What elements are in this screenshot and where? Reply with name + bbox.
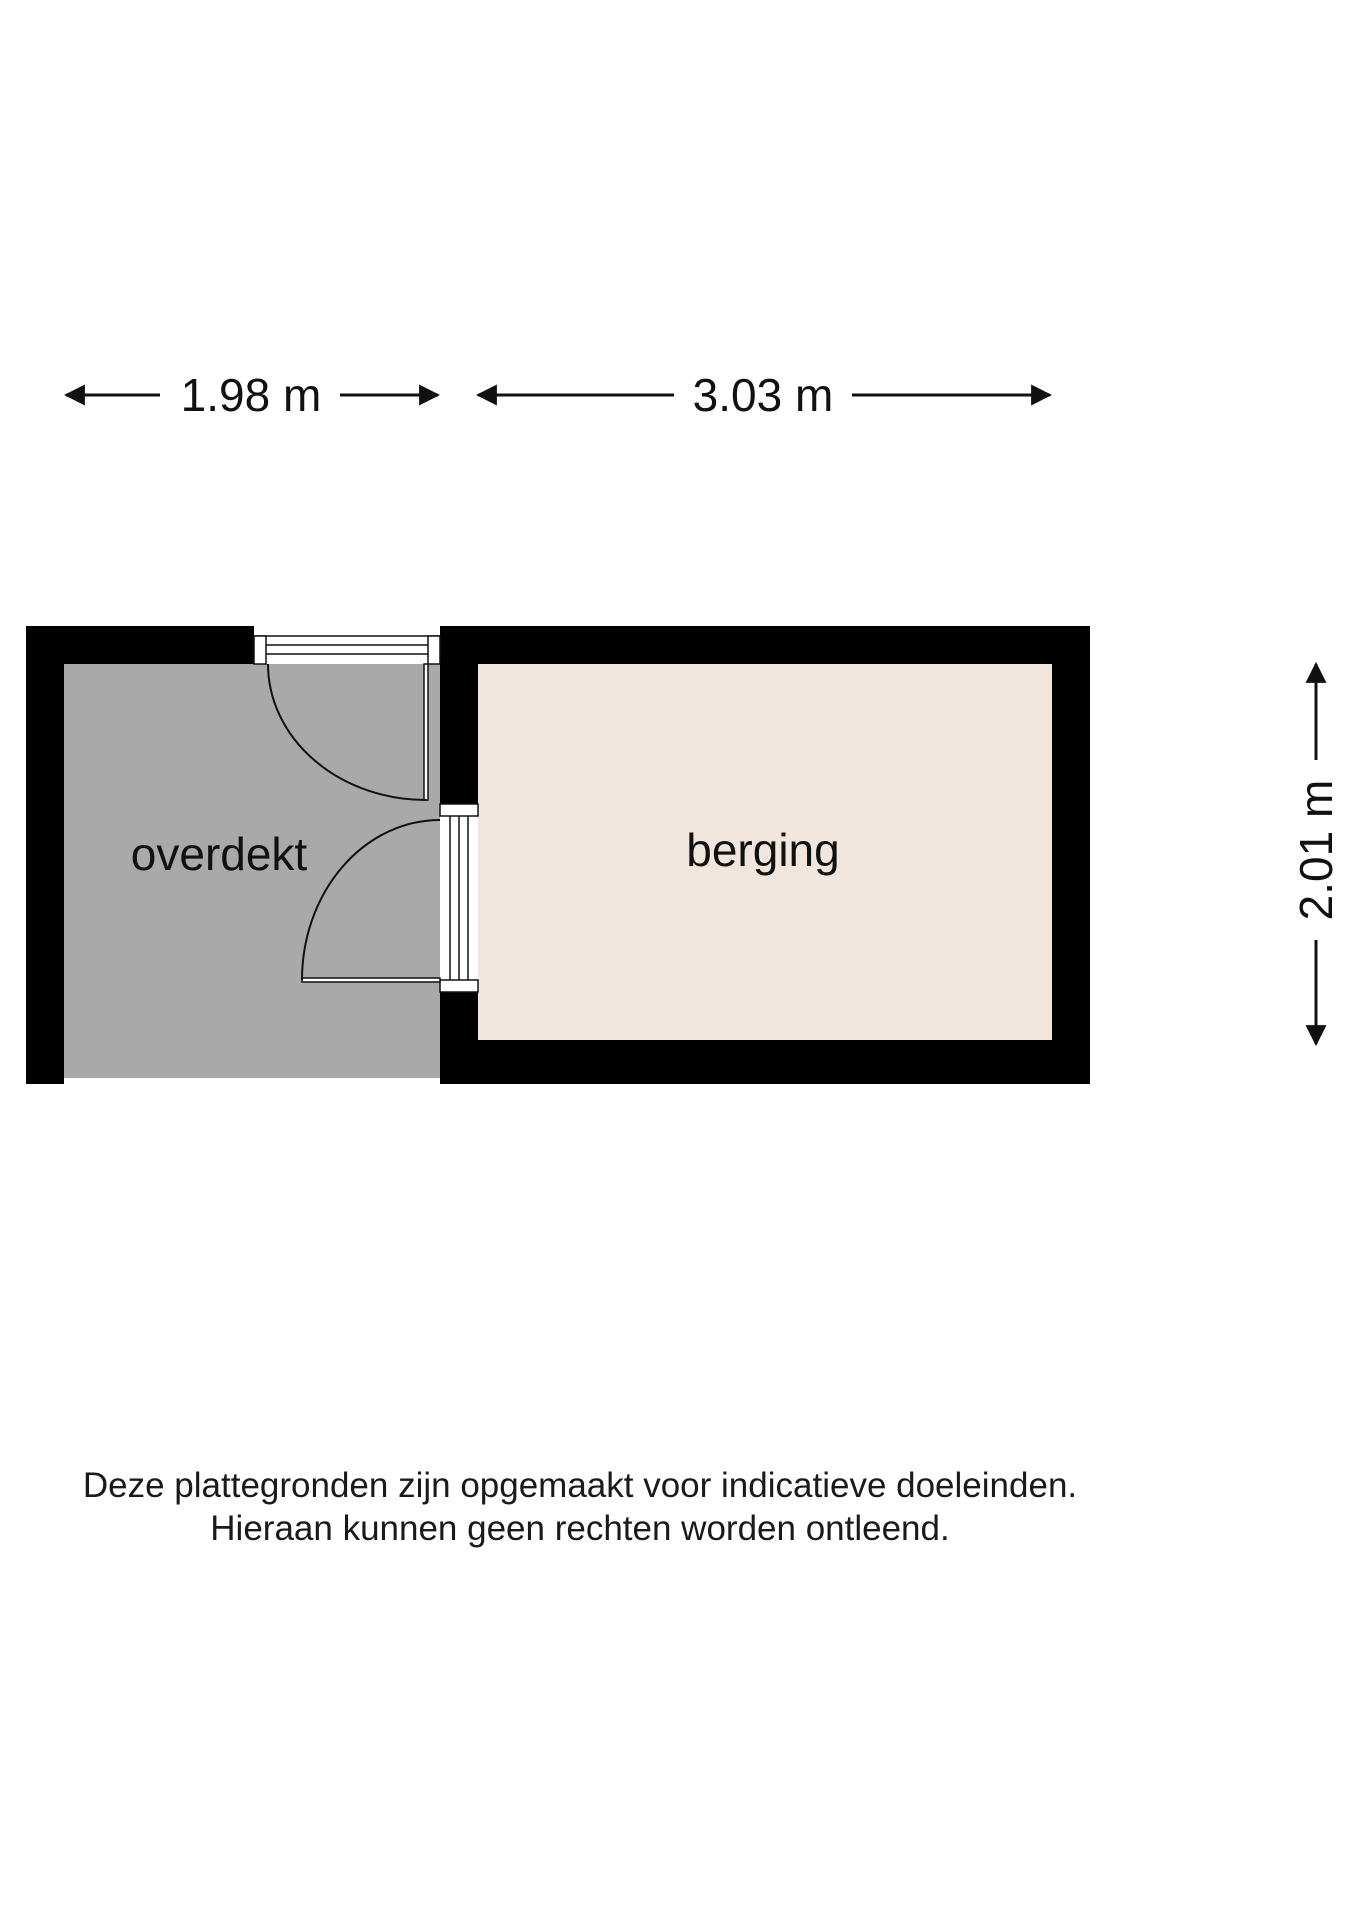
- dimension-berging-width: [478, 369, 1050, 421]
- dimension-berging-width-label: 3.03 m: [692, 369, 834, 421]
- wall-middle-lower: [440, 992, 478, 1084]
- door-post-top: [440, 804, 478, 816]
- dimension-depth: [1290, 664, 1342, 1044]
- door-post-right: [428, 636, 440, 664]
- dimension-overdekt-width: [66, 369, 438, 421]
- wall-top-right: [440, 626, 1090, 664]
- wall-bottom: [440, 1040, 1090, 1084]
- wall-right: [1052, 626, 1090, 1084]
- disclaimer: [0, 1464, 1160, 1550]
- door-post-left: [254, 636, 266, 664]
- room-overdekt-label: overdekt: [130, 828, 308, 880]
- dimension-overdekt-width-label: 1.98 m: [180, 369, 322, 421]
- room-berging-label: berging: [686, 824, 840, 876]
- door-leaf-top: [424, 664, 428, 800]
- wall-middle-upper: [440, 626, 478, 804]
- wall-left: [26, 626, 64, 1084]
- wall-top-left: [26, 626, 254, 664]
- disclaimer-line-2: Hieraan kunnen geen rechten worden ontleend.: [210, 1509, 950, 1548]
- dimension-depth-label: 2.01 m: [1290, 779, 1342, 921]
- door-leaf-middle: [302, 978, 440, 982]
- disclaimer-line-1: Deze plattegronden zijn opgemaakt voor indicatieve doeleinden.: [82, 1466, 1078, 1505]
- door-post-bottom: [440, 980, 478, 992]
